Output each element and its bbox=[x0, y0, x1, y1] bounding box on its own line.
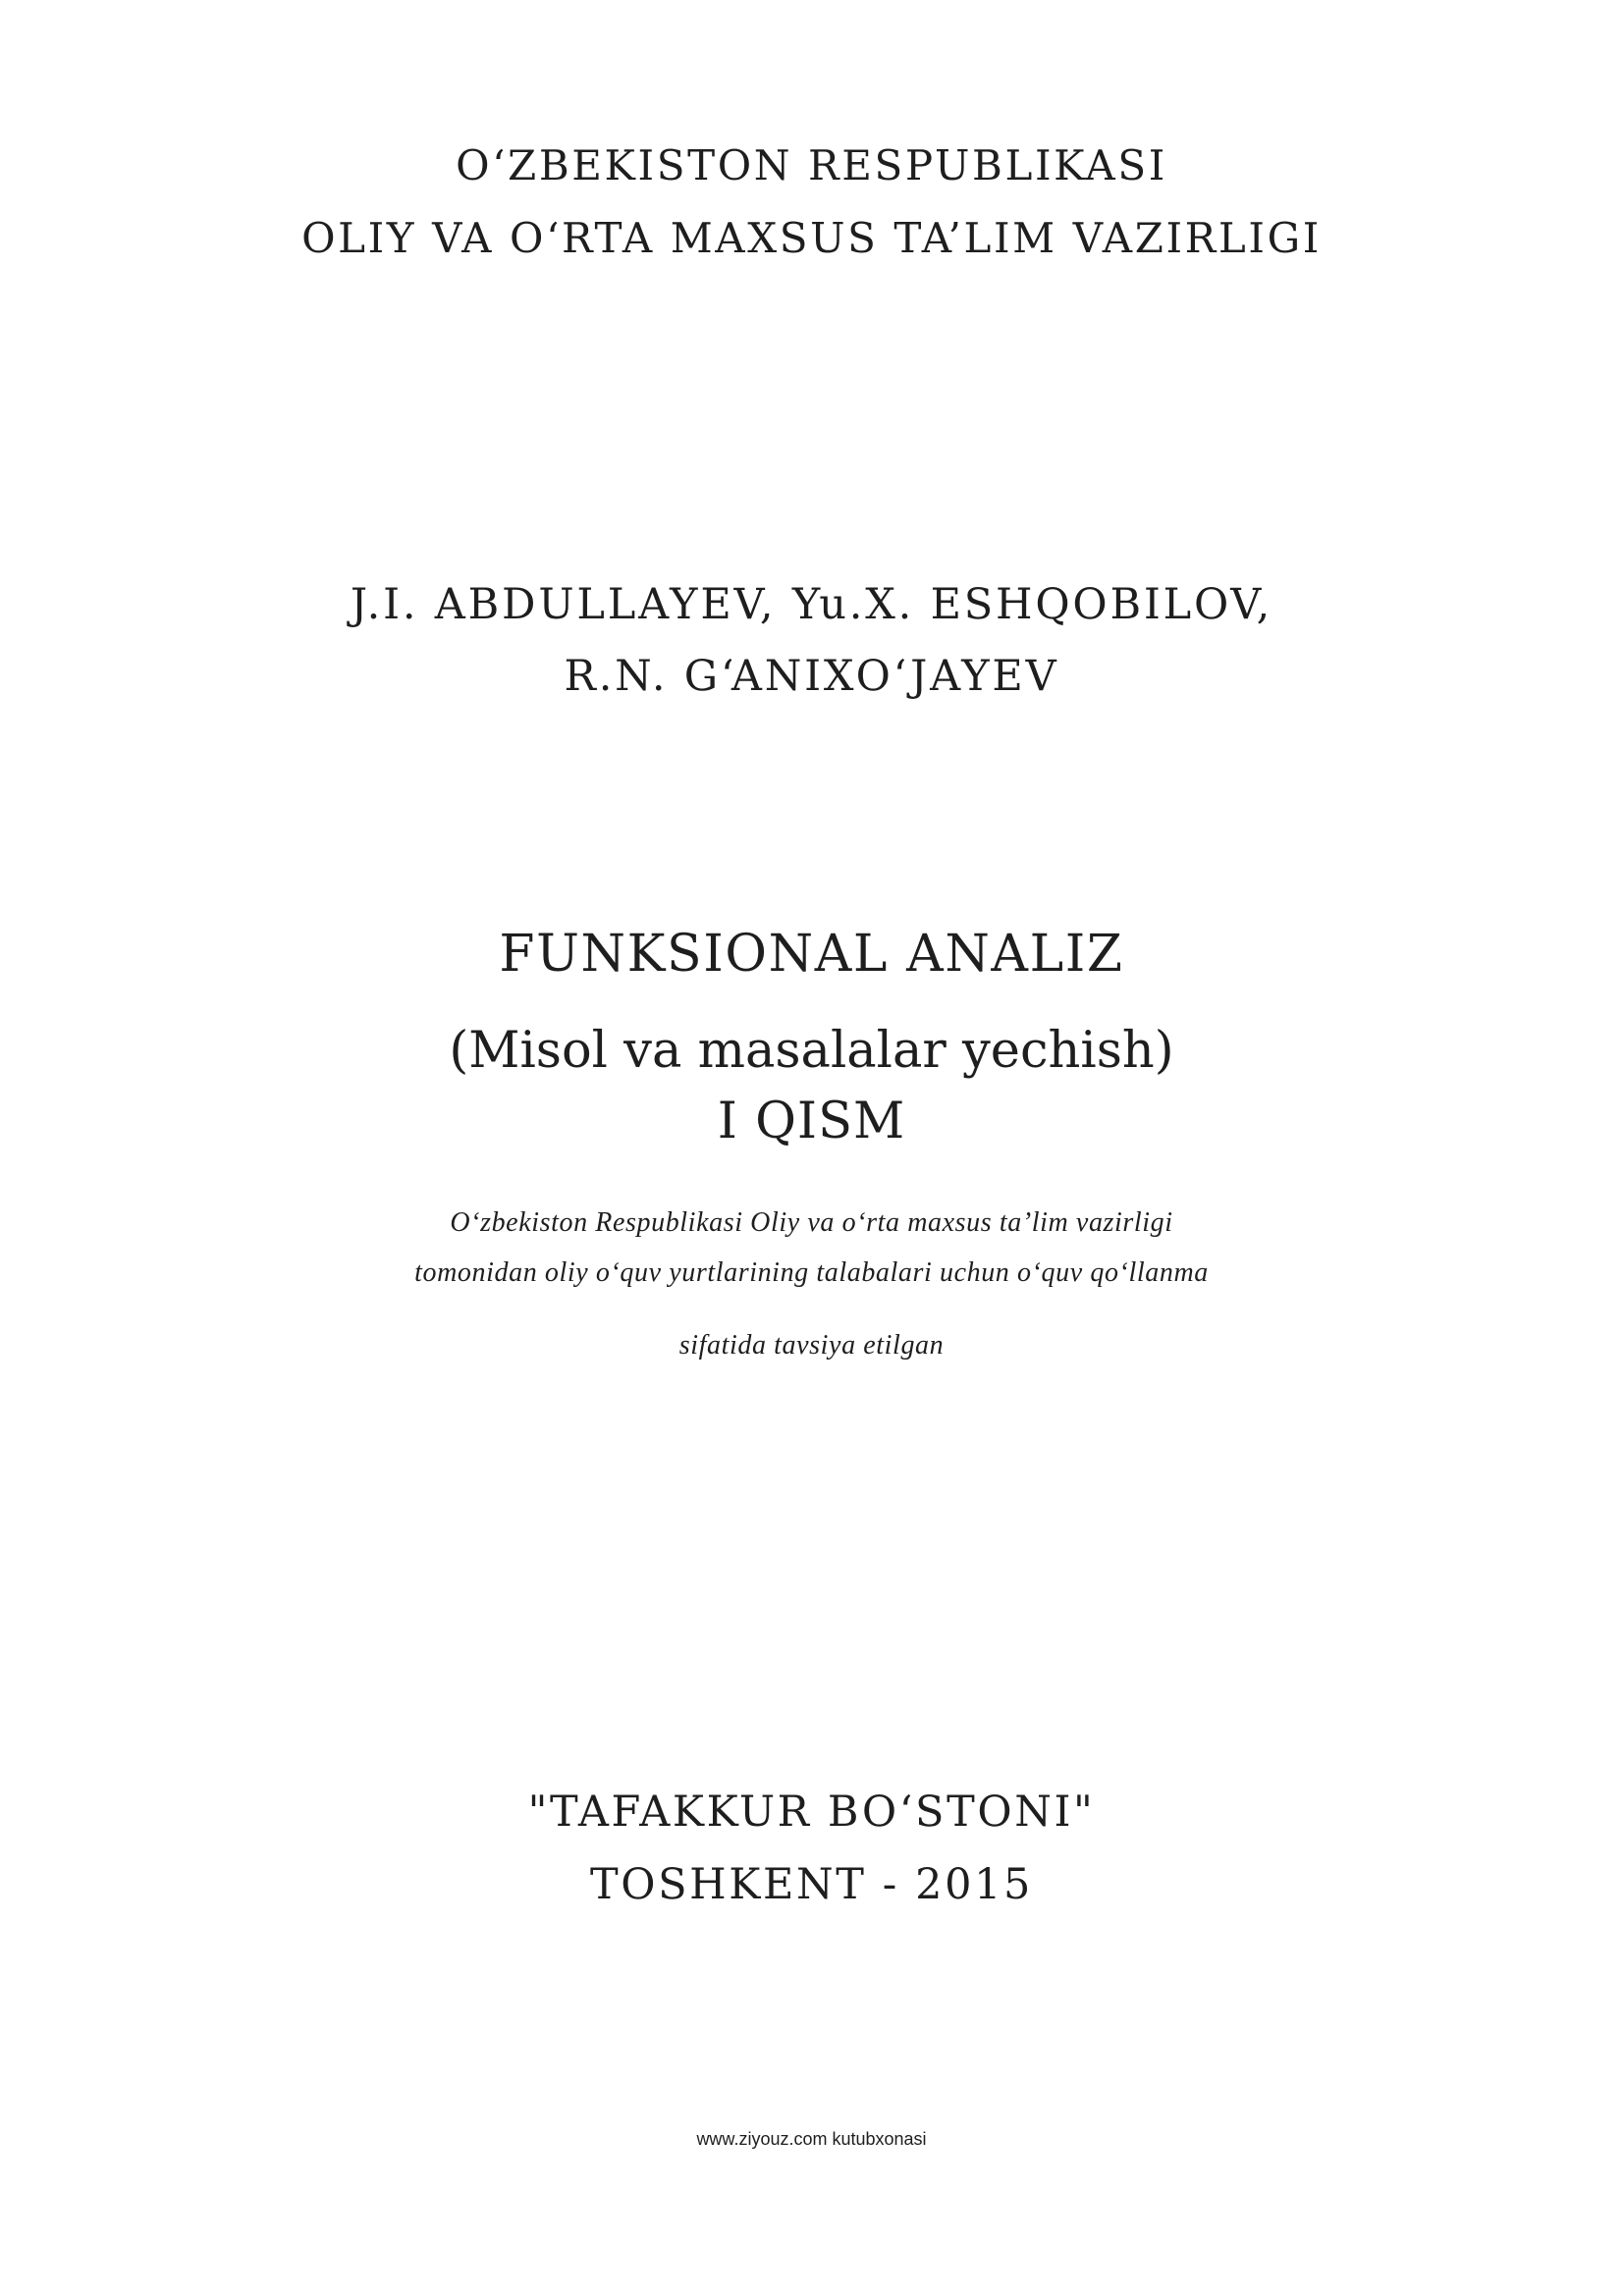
approval-line-2: tomonidan oliy o‘quv yurtlarining talabalari uchun o‘quv qo‘llanma bbox=[414, 1257, 1209, 1288]
approval-line-1: O‘zbekiston Respublikasi Oliy va o‘rta maxsus ta’lim vazirligi bbox=[450, 1207, 1173, 1238]
approval-line-3: sifatida tavsiya etilgan bbox=[678, 1330, 945, 1361]
book-part: I QISM bbox=[717, 1093, 906, 1150]
publisher-name: "TAFAKKUR BO‘STONI" bbox=[527, 1788, 1096, 1837]
publisher-city-year: TOSHKENT - 2015 bbox=[589, 1860, 1033, 1909]
book-title: FUNKSIONAL ANALIZ bbox=[499, 925, 1124, 984]
authors-line-1: J.I. ABDULLAYEV, Yu.X. ESHQOBILOV, bbox=[350, 580, 1273, 629]
footer-watermark: www.ziyouz.com kutubxonasi bbox=[696, 2129, 927, 2149]
book-subtitle: (Misol va masalalar yechish) bbox=[449, 1022, 1174, 1080]
authors-line-2: R.N. G‘ANIXO‘JAYEV bbox=[564, 652, 1059, 701]
ministry-line-2: OLIY VA O‘RTA MAXSUS TA’LIM VAZIRLIGI bbox=[301, 214, 1322, 262]
ministry-line-1: O‘ZBEKISTON RESPUBLIKASI bbox=[456, 141, 1167, 189]
